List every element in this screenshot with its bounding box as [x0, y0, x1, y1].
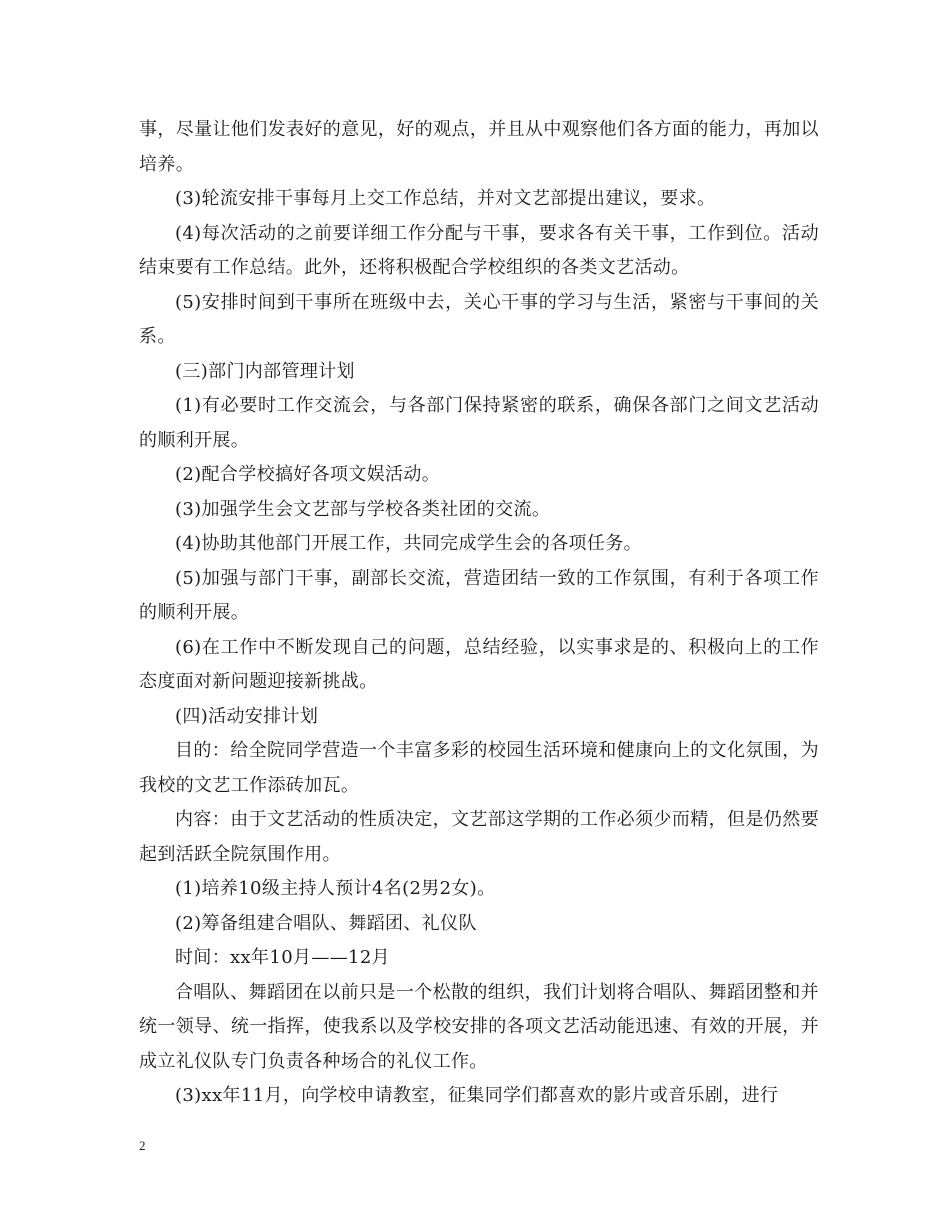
paragraph: 事，尽量让他们发表好的意见，好的观点，并且从中观察他们各方面的能力，再加以培养。 — [139, 119, 819, 175]
paragraph: (3)xx年11月，向学校申请教室，征集同学们都喜欢的影片或音乐剧，进行 — [175, 1085, 779, 1106]
paragraph: (1)培养10级主持人预计4名(2男2女)。 — [175, 878, 496, 899]
paragraph: (2)配合学校搞好各项文娱活动。 — [175, 464, 441, 485]
section-heading: (四)活动安排计划 — [175, 705, 319, 727]
paragraph: 时间：xx年10月——12月 — [175, 947, 391, 968]
paragraph: (3)加强学生会文艺部与学校各类社团的交流。 — [175, 498, 551, 520]
paragraph: (4)每次活动的之前要详细工作分配与干事，要求各有关干事，工作到位。活动结束要有工作总结。此外，还将积极配合学校组织的各类文艺活动。 — [139, 222, 819, 278]
paragraph: (5)安排时间到干事所在班级中去，关心干事的学习与生活，紧密与干事间的关系。 — [139, 291, 819, 347]
paragraph: (6)在工作中不断发现自己的问题，总结经验，以实事求是的、积极向上的工作态度面对新问题迎接新挑战。 — [139, 636, 819, 692]
paragraph: 合唱队、舞蹈团在以前只是一个松散的组织，我们计划将合唱队、舞蹈团整和并统一领导、统一指挥，使我系以及学校安排的各项文艺活动能迅速、有效的开展，并成立礼仪队专门负责各种场合的礼仪工作。 — [139, 981, 819, 1072]
paragraph: 内容：由于文艺活动的性质决定，文艺部这学期的工作必须少而精，但是仍然要起到活跃全院氛围作用。 — [139, 809, 819, 865]
paragraph: (5)加强与部门干事，副部长交流，营造团结一致的工作氛围，有利于各项工作的顺利开展。 — [139, 567, 819, 623]
document-body — [139, 113, 819, 1114]
page-number: 2 — [139, 1138, 146, 1153]
section-heading: (三)部门内部管理计划 — [175, 360, 355, 382]
paragraph: (3)轮流安排干事每月上交工作总结，并对文艺部提出建议，要求。 — [175, 188, 716, 209]
paragraph: 目的：给全院同学营造一个丰富多彩的校园生活环境和健康向上的文化氛围，为我校的文艺工作添砖加瓦。 — [139, 740, 819, 796]
paragraph: (4)协助其他部门开展工作，共同完成学生会的各项任务。 — [175, 533, 642, 554]
paragraph: (1)有必要时工作交流会，与各部门保持紧密的联系，确保各部门之间文艺活动的顺利开展。 — [139, 395, 819, 451]
paragraph: (2)筹备组建合唱队、舞蹈团、礼仪队 — [175, 912, 477, 934]
